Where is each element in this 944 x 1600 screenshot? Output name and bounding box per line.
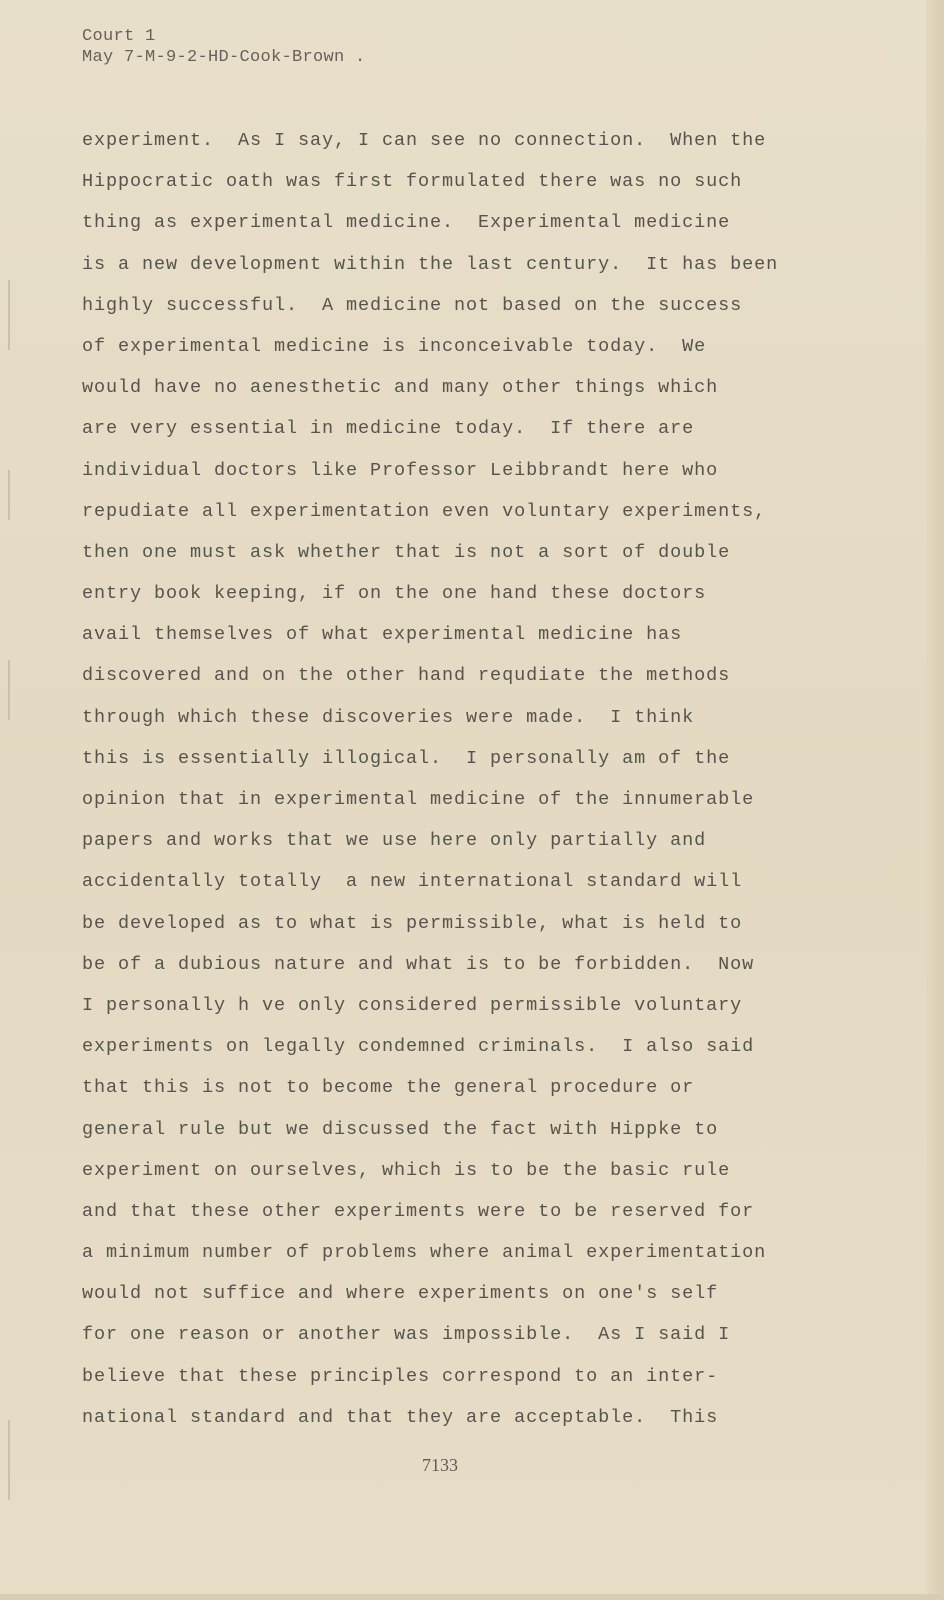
margin-mark [8, 660, 10, 720]
text-line: experiments on legally condemned criminals. I also said [82, 1036, 755, 1058]
text-line: be developed as to what is permissible, what is held to [82, 912, 743, 934]
text-line: this is essentially illogical. I personally am of the [82, 747, 731, 769]
text-line: is a new development within the last century. It has been [82, 253, 779, 275]
text-line: accidentally totally a new international standard will [82, 871, 743, 893]
text-line: of experimental medicine is inconceivable today. We [82, 335, 707, 357]
margin-mark [8, 280, 10, 350]
text-line: opinion that in experimental medicine of the innumerable [82, 789, 755, 810]
text-line: entry book keeping, if on the one hand these doctors [82, 583, 707, 605]
text-line: believe that these principles correspond to an inter- [82, 1365, 719, 1387]
text-line: experiment on ourselves, which is to be the basic rule [82, 1159, 731, 1181]
header-reference: May 7-M-9-2-HD-Cook-Brown . [82, 48, 366, 67]
header-court: Court 1 [82, 27, 156, 46]
text-line: highly successful. A medicine not based on the success [82, 294, 743, 316]
text-line: and that these other experiments were to be reserved for [82, 1200, 755, 1222]
text-line: are very essential in medicine today. If there are [82, 418, 695, 440]
text-line: Hippocratic oath was first formulated there was no such [82, 171, 743, 193]
page-bottom-edge [0, 1594, 944, 1600]
text-line: thing as experimental medicine. Experimental medicine [82, 212, 731, 234]
text-line: papers and works that we use here only partially and [82, 830, 707, 852]
text-line: through which these discoveries were made. I think [82, 706, 695, 728]
text-line: be of a dubious nature and what is to be forbidden. Now [82, 953, 755, 975]
text-line: that this is not to become the general procedure or [82, 1077, 695, 1099]
text-line: experiment. As I say, I can see no connection. When the [82, 130, 767, 151]
text-line: individual doctors like Professor Leibbrandt here who [82, 459, 719, 481]
text-line: discovered and on the other hand requdiate the methods [82, 665, 731, 687]
text-line: I personally h ve only considered permissible voluntary [82, 994, 743, 1016]
text-line: then one must ask whether that is not a sort of double [82, 541, 731, 563]
text-line: would have no aenesthetic and many other things which [82, 377, 719, 399]
page-number: 7133 [422, 1455, 458, 1475]
text-line: national standard and that they are acceptable. This [82, 1406, 719, 1428]
text-line: for one reason or another was impossible. As I said I [82, 1324, 731, 1346]
text-line: a minimum number of problems where animal experimentation [82, 1242, 767, 1264]
margin-mark [8, 470, 10, 520]
document-header [82, 26, 366, 68]
page-right-edge [926, 0, 944, 1600]
text-line: general rule but we discussed the fact with Hippke to [82, 1118, 719, 1140]
text-line: avail themselves of what experimental medicine has [82, 624, 683, 646]
text-line: would not suffice and where experiments on one's self [82, 1283, 719, 1305]
transcript-body [82, 120, 902, 1438]
text-line: repudiate all experimentation even voluntary experiments, [82, 500, 767, 522]
